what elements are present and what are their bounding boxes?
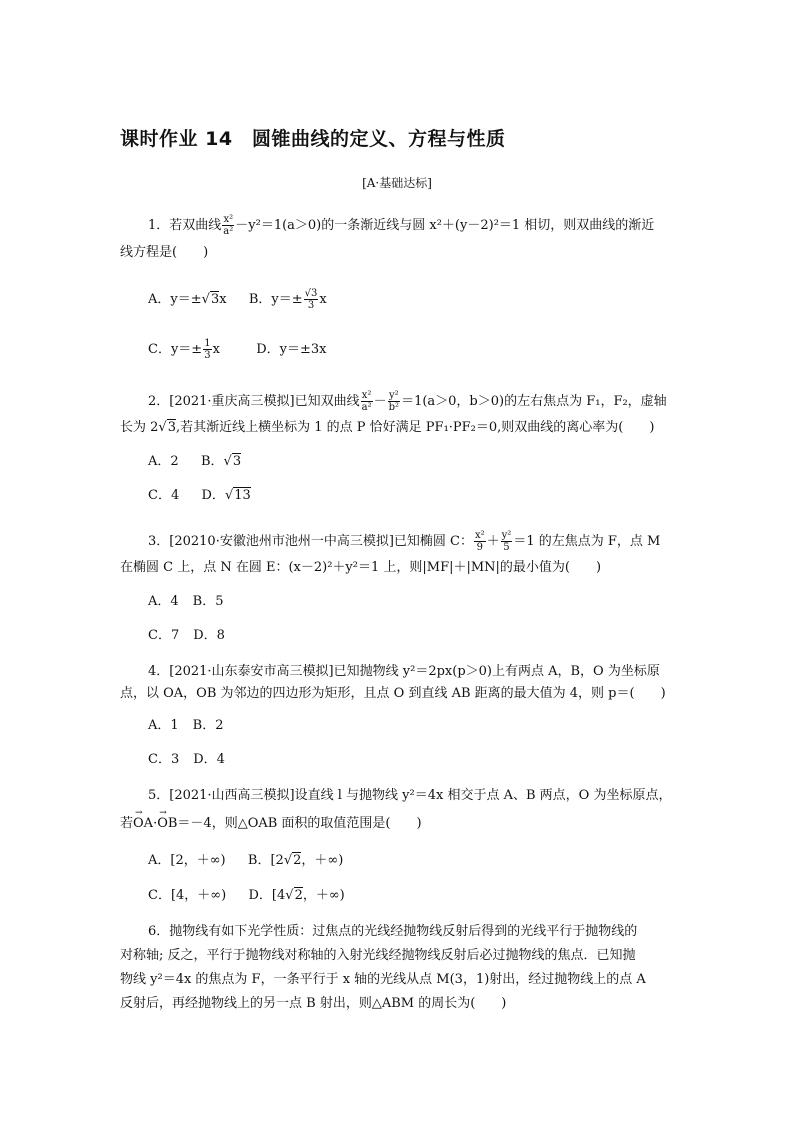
q6-line1: 6．抛物线有如下光学性质：过焦点的光线经抛物线反射后得到的光线平行于抛物线的 xyxy=(148,924,638,939)
q5-option-b: B．[2√2，＋∞) xyxy=(247,853,344,868)
q5-option-c: C．[4，＋∞) xyxy=(148,888,227,903)
q2-stem-c2: ,若其渐近线上横坐标为 1 的点 P 恰好满足 PF₁·PF₂＝0,则双曲线的离心率为( ) xyxy=(175,420,655,435)
q1-option-c xyxy=(148,338,220,361)
q1-stem-line1 xyxy=(148,214,654,237)
q5-option-d-label: D．[4 xyxy=(248,888,286,903)
q3-stem-c: 在椭圆 C 上，点 N 在圆 E：(x－2)²＋y²＝1 上，则|MF|＋|MN|的最小值为( ) xyxy=(120,560,602,575)
q5-option-d-radicand: 2 xyxy=(294,888,303,903)
q1-option-c-text: y＝± xyxy=(170,342,203,357)
q2-stem-a: 2．[2021·重庆高三模拟]已知双曲线 xyxy=(148,394,360,409)
q1-option-c-label: C． xyxy=(148,342,171,357)
q1-option-b-text: y＝± xyxy=(271,292,303,307)
q2-option-b: B．√3 xyxy=(200,454,242,469)
q4-option-a: A．1 xyxy=(148,718,179,733)
q1-option-a: A．y＝±√3x xyxy=(148,292,227,307)
q1-stem-c: 线方程是( ) xyxy=(120,245,209,260)
q3-frac1-num: x² xyxy=(474,530,485,541)
q5-dot: · xyxy=(153,816,158,831)
q3-option-d: D．8 xyxy=(193,628,225,643)
q6-line2: 对称轴; 反之，平行于抛物线对称轴的入射光线经抛物线反射后必过抛物线的焦点．已知抛 xyxy=(120,948,636,963)
q4-options-cd xyxy=(148,750,225,770)
q1-frac-den: a² xyxy=(223,226,234,237)
q5-vector-ob: → OB xyxy=(157,814,177,834)
q3-options-ab xyxy=(148,592,224,612)
q1-option-b-den: 3 xyxy=(307,300,315,311)
q4-options-ab xyxy=(148,716,224,736)
q3-frac2-num: y² xyxy=(501,530,512,541)
q1-options-ab xyxy=(148,288,327,311)
q2-stem-line2: 长为 2√3,若其渐近线上横坐标为 1 的点 P 恰好满足 PF₁·PF₂＝0,则双曲线的离心率为( ) xyxy=(120,420,655,435)
q5-stem-b2: ＝－4，则△OAB 面积的取值范围是( ) xyxy=(177,816,422,831)
q2-option-b-radicand: 3 xyxy=(232,454,242,469)
q3-fraction-2 xyxy=(501,530,513,553)
q5-stem-b1: 若 xyxy=(120,816,134,831)
q4-stem-b: 点，以 OA，OB 为邻边的四边形为矩形，且点 O 到直线 AB 距离的最大值为 4，则 p＝( ) xyxy=(120,686,666,701)
q2-option-a: A．2 xyxy=(148,454,179,469)
q2-stem-line1 xyxy=(148,390,667,413)
q5-vector-oa: → OA xyxy=(133,814,153,834)
q1-option-a-text: y＝± xyxy=(170,292,202,307)
q1-option-a-tail: x xyxy=(219,292,227,307)
q1-option-b-fraction xyxy=(304,288,319,311)
q3-option-a: A．4 xyxy=(148,594,179,609)
q4-option-b: B．2 xyxy=(192,718,224,733)
q2-stem-b: ＝1(a＞0，b＞0)的左右焦点为 F₁，F₂，虚轴 xyxy=(401,394,667,409)
q3-option-c: C．7 xyxy=(148,628,180,643)
q3-stem-line1 xyxy=(148,530,660,553)
q5-option-a: A．[2，＋∞) xyxy=(148,853,226,868)
q2-minus: － xyxy=(373,394,387,409)
q5-options-ab xyxy=(148,851,343,871)
q1-option-c-fraction xyxy=(203,338,211,361)
q2-frac2-num: y² xyxy=(389,390,399,401)
q2-option-b-label: B． xyxy=(200,454,224,469)
q1-option-d-label: D． xyxy=(256,342,280,357)
q1-stem-a: 1．若双曲线 xyxy=(148,218,222,233)
q5-option-b-tail: ，＋∞) xyxy=(301,853,344,868)
q5-options-cd xyxy=(148,886,345,906)
q2-options-ab xyxy=(148,452,241,472)
q4-option-d: D．4 xyxy=(193,752,225,767)
q1-option-c-num: 1 xyxy=(204,338,211,349)
q1-option-d-text: y＝±3x xyxy=(279,342,327,357)
q3-option-b: B．5 xyxy=(192,594,224,609)
q1-option-c-den: 3 xyxy=(204,350,211,361)
q2-frac2-den: b² xyxy=(388,402,400,413)
q1-stem-b: －y²＝1(a＞0)的一条渐近线与圆 x²＋(y－2)²＝1 相切，则双曲线的渐近 xyxy=(235,218,655,233)
q3-options-cd xyxy=(148,626,225,646)
q2-stem-c1: 长为 2 xyxy=(120,420,159,435)
q4-option-c: C．3 xyxy=(148,752,180,767)
q2-option-d-radicand: 13 xyxy=(234,488,251,503)
q2-fraction-1 xyxy=(361,390,373,413)
q5-stem-line2 xyxy=(120,814,422,834)
q2-option-d: D．√13 xyxy=(201,488,251,503)
q1-frac-num: x² xyxy=(223,214,234,225)
q2-frac1-num: x² xyxy=(361,390,372,401)
q2-option-d-label: D． xyxy=(201,488,225,503)
q2-frac1-den: a² xyxy=(361,402,372,413)
q5-option-d: D．[4√2，＋∞) xyxy=(248,888,345,903)
q1-option-b-tail: x xyxy=(319,292,327,307)
q5-option-b-label: B．[2 xyxy=(247,853,284,868)
q6-line4: 反射后，再经抛物线上的另一点 B 射出，则△ABM 的周长为( ) xyxy=(120,996,507,1011)
q4-stem-a: 4．[2021·山东泰安市高三模拟]已知抛物线 y²＝2px(p＞0)上有两点 A，B，O 为坐标原 xyxy=(148,664,660,679)
q3-plus: ＋ xyxy=(486,534,500,549)
q1-option-d xyxy=(256,340,326,360)
q1-option-b-label: B． xyxy=(248,292,272,307)
q2-options-cd xyxy=(148,486,251,506)
section-heading: [A·基础达标] xyxy=(362,176,432,190)
q3-frac2-den: 5 xyxy=(503,542,510,553)
q1-fraction xyxy=(222,214,234,237)
page-title: 课时作业 14 圆锥曲线的定义、方程与性质 xyxy=(120,128,506,150)
q2-fraction-2 xyxy=(388,390,400,413)
q2-option-c: C．4 xyxy=(148,488,180,503)
q1-options-cd xyxy=(148,338,326,361)
q3-stem-b: ＝1 的左焦点为 F，点 M xyxy=(513,534,661,549)
q1-option-b xyxy=(249,288,327,311)
q5-option-b-radicand: 2 xyxy=(293,853,302,868)
q1-option-a-radicand: 3 xyxy=(210,292,220,307)
q6-line3: 物线 y²＝4x 的焦点为 F，一条平行于 x 轴的光线从点 M(3，1)射出，经过抛物线上的点 A xyxy=(120,972,646,987)
q1-option-a-label: A． xyxy=(148,292,171,307)
q2-stem-radicand: 3 xyxy=(167,420,176,435)
q5-stem-a: 5．[2021·山西高三模拟]设直线 l 与抛物线 y²＝4x 相交于点 A、B 两点，O 为坐标原点， xyxy=(148,788,672,803)
q1-option-c-tail: x xyxy=(212,342,220,357)
q1-option-b-num: √3 xyxy=(304,288,318,299)
q3-stem-a: 3．[20210·安徽池州市池州一中高三模拟]已知椭圆 C： xyxy=(148,534,473,549)
q3-fraction-1 xyxy=(474,530,486,553)
q3-frac1-den: 9 xyxy=(476,542,483,553)
q5-option-d-tail: ，＋∞) xyxy=(302,888,345,903)
